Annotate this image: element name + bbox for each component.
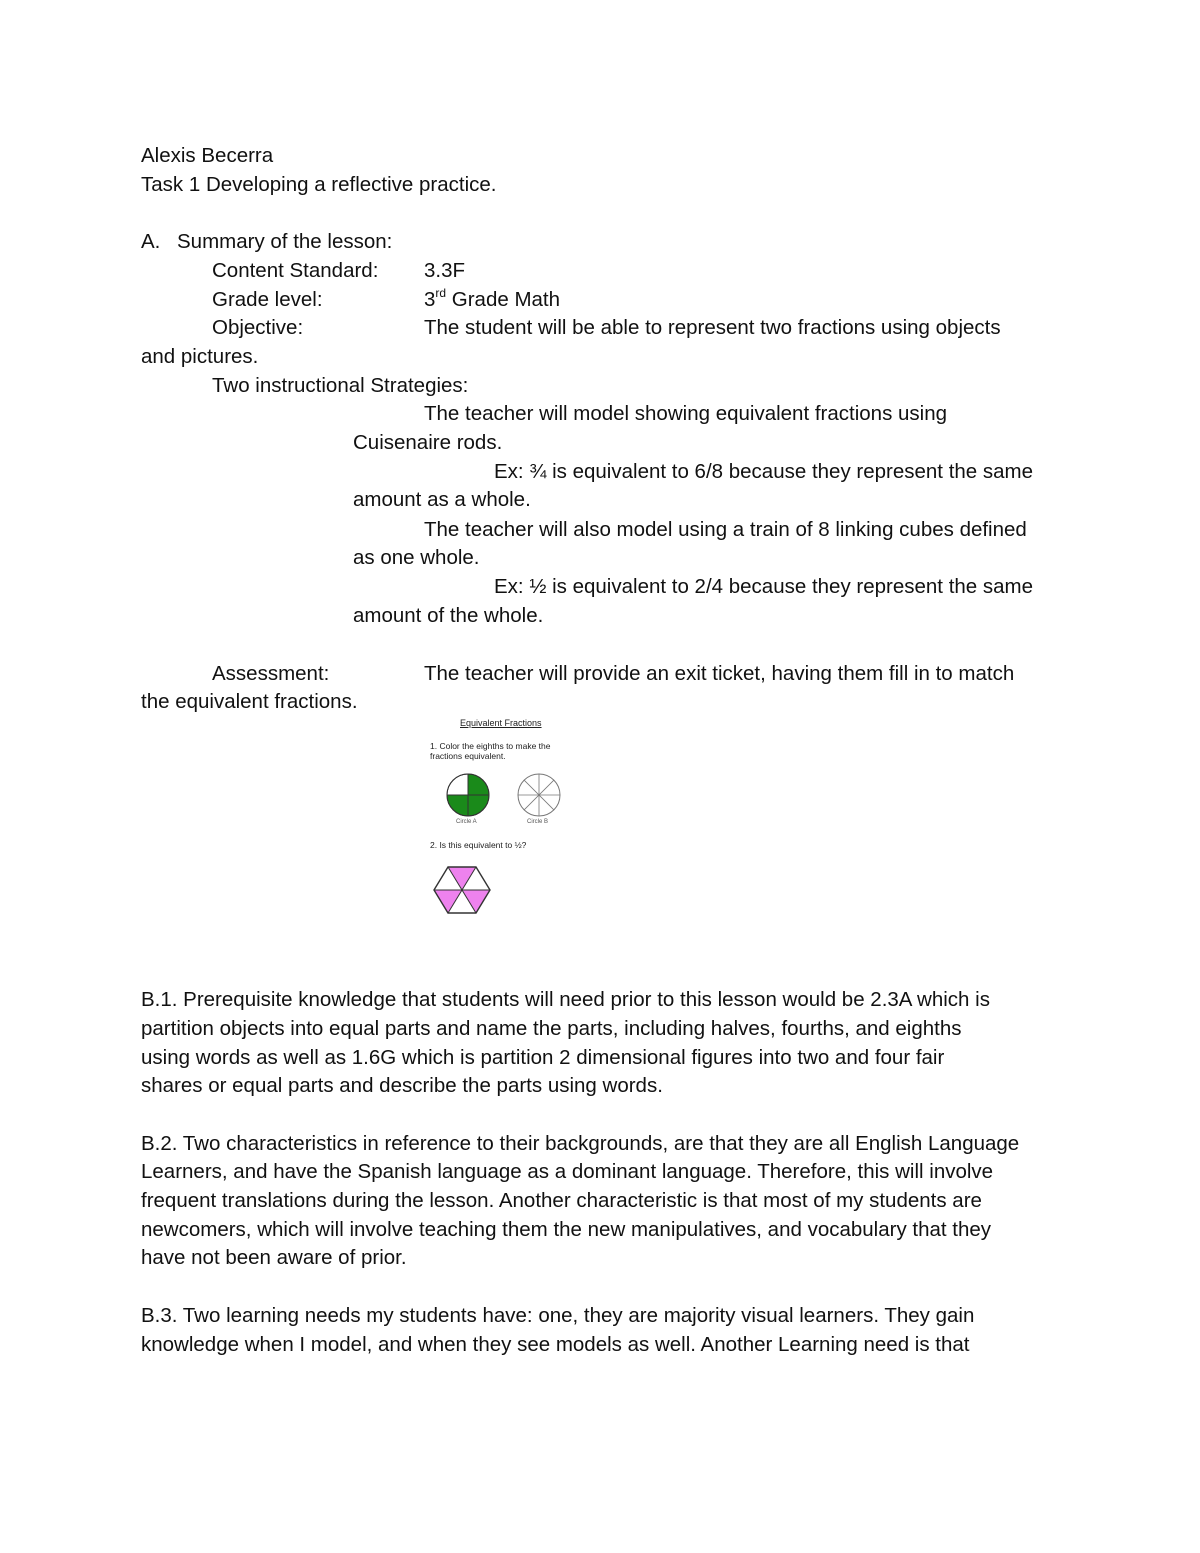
example-2-line-1: Ex: ½ is equivalent to 2/4 because they represent the same xyxy=(494,575,1034,598)
strategy-1-line-2: Cuisenaire rods. xyxy=(353,431,503,454)
content-standard-value: 3.3F xyxy=(424,259,466,282)
worksheet-title: Equivalent Fractions xyxy=(460,718,542,728)
b1-line-4: shares or equal parts and describe the parts using words. xyxy=(141,1074,663,1097)
objective-line-2: and pictures. xyxy=(141,345,259,368)
worksheet-q1-line-2: fractions equivalent. xyxy=(430,751,506,761)
section-a-heading: Summary of the lesson: xyxy=(177,230,393,253)
assessment-label: Assessment: xyxy=(212,662,330,685)
b3-line-2: knowledge when I model, and when they see models as well. Another Learning need is that xyxy=(141,1333,970,1356)
circle-a-label: Circle A xyxy=(456,819,477,825)
objective-label: Objective: xyxy=(212,316,304,339)
example-2-line-2: amount of the whole. xyxy=(353,604,544,627)
worksheet-q1-line-1: 1. Color the eighths to make the xyxy=(430,741,551,751)
exit-ticket-worksheet xyxy=(420,712,580,927)
worksheet-q2: 2. Is this equivalent to ½? xyxy=(430,840,527,850)
author-name: Alexis Becerra xyxy=(141,144,274,167)
strategy-2-line-2: as one whole. xyxy=(353,546,480,569)
circle-a-shape xyxy=(447,774,489,816)
task-title: Task 1 Developing a reflective practice. xyxy=(141,173,497,196)
grade-level-value: 3rd Grade Math xyxy=(424,286,561,311)
b2-line-2: Learners, and have the Spanish language as a dominant language. Therefore, this will involve xyxy=(141,1160,994,1183)
strategies-label: Two instructional Strategies: xyxy=(212,374,469,397)
assessment-line-1: The teacher will provide an exit ticket, having them fill in to match xyxy=(424,662,1015,685)
grade-level-label: Grade level: xyxy=(212,288,323,311)
circle-b-shape xyxy=(518,774,560,816)
circle-b-label: Circle B xyxy=(527,819,549,825)
b3-line-1: B.3. Two learning needs my students have: one, they are majority visual learners. They gain xyxy=(141,1304,975,1327)
section-a-marker: A. xyxy=(141,230,161,253)
strategy-2-line-1: The teacher will also model using a train of 8 linking cubes defined xyxy=(424,518,1027,541)
b1-line-2: partition objects into equal parts and name the parts, including halves, fourths, and eighths xyxy=(141,1017,962,1040)
b2-line-1: B.2. Two characteristics in reference to their backgrounds, are that they are all English Language xyxy=(141,1132,1020,1155)
strategy-1-line-1: The teacher will model showing equivalent fractions using xyxy=(424,402,948,425)
assessment-line-2: the equivalent fractions. xyxy=(141,690,358,713)
b1-line-3: using words as well as 1.6G which is partition 2 dimensional figures into two and four fair xyxy=(141,1046,945,1069)
worksheet-shapes xyxy=(420,712,580,927)
example-1-line-2: amount as a whole. xyxy=(353,488,531,511)
objective-line-1: The student will be able to represent two fractions using objects xyxy=(424,316,1001,339)
hexagon-shape xyxy=(434,867,490,913)
example-1-line-1: Ex: ¾ is equivalent to 6/8 because they represent the same xyxy=(494,460,1034,483)
b1-line-1: B.1. Prerequisite knowledge that students will need prior to this lesson would be 2.3A which is xyxy=(141,988,990,1011)
content-standard-label: Content Standard: xyxy=(212,259,379,282)
b2-line-5: have not been aware of prior. xyxy=(141,1246,407,1269)
b2-line-4: newcomers, which will involve teaching them the new manipulatives, and vocabulary that they xyxy=(141,1218,992,1241)
b2-line-3: frequent translations during the lesson. Another characteristic is that most of my students are xyxy=(141,1189,982,1212)
